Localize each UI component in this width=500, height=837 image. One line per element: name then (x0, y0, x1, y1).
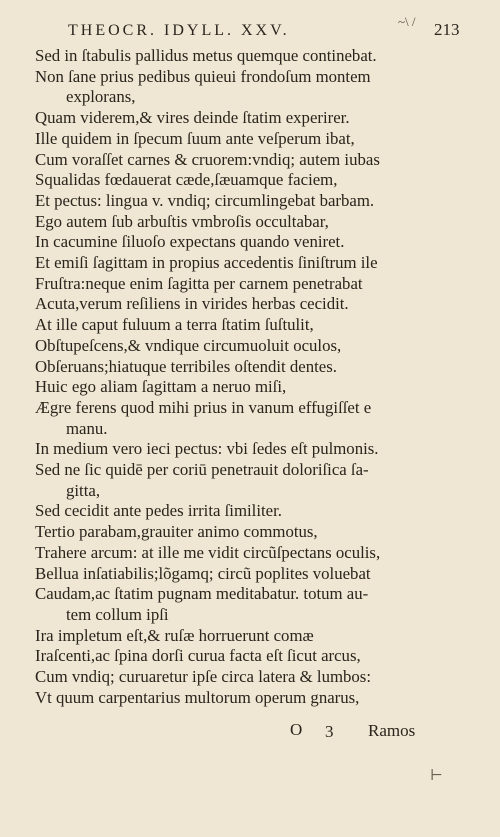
text-line: Et emiſi ſagittam in propius accedentis ſiniſtrum ile (35, 253, 378, 272)
text-line: In medium vero ieci pectus: vbi ſedes eſt pulmonis. (35, 439, 379, 459)
text-line: Obſeruans;hiatuque terribiles oſtendit dentes. (35, 356, 337, 376)
corner-ink-mark: ⊢ (430, 768, 443, 784)
text-line: Acuta,verum reſiliens in virides herbas cecidit. (35, 294, 349, 314)
text-line: Vt quum carpentarius multorum operum gnarus, (35, 687, 360, 707)
text-line: Sed cecidit ante pedes irrita ſimiliter. (35, 501, 282, 521)
text-line: Ego autem ſub arbuſtis vmbroſis occultabar, (35, 211, 329, 231)
text-line: Et pectus: lingua v. vndiq; circumlingebat barbam. (35, 190, 375, 210)
text-line: Quam viderem,& vires deinde ſtatim experirer. (35, 108, 350, 128)
text-line: Ille quidem in ſpecum ſuum ante veſperum ibat, (35, 128, 355, 148)
text-line: Ira impletum eſt,& ruſæ horruerunt comæ (35, 625, 314, 645)
handwritten-margin-note: ~\ / (398, 14, 416, 29)
text-line: Iraſcenti,ac ſpina dorſi curua facta eſt ſicut arcus, (35, 646, 361, 666)
text-line: explorans, (66, 87, 136, 107)
text-line: Bellua inſatiabilis;lõgamq; circũ poplites voluebat (35, 563, 371, 583)
signature-mark: O (290, 720, 303, 739)
text-line: manu. (66, 418, 108, 438)
text-line: Obſtupeſcens,& vndique circumuoluit oculos, (35, 335, 342, 355)
text-line: Huic ego aliam ſagittam a neruo miſi, (35, 377, 287, 397)
text-line: Caudam,ac ſtatim pugnam meditabatur. totum au- (35, 584, 369, 604)
text-line: tem collum ipſi (66, 604, 169, 624)
text-line: Squalidas fœdauerat cæde,ſæuamque faciem, (35, 170, 338, 190)
text-line: Cum vndiq; curuaretur ipſe circa latera & lumbos: (35, 667, 371, 686)
text-line: Sed in ſtabulis pallidus metus quemque continebat. (35, 46, 377, 65)
text-line: Non ſane prius pedibus quieui frondoſum montem (35, 66, 371, 86)
catchword: Ramos (368, 721, 416, 740)
text-line: At ille caput fuluum a terra ſtatim ſuſtulit, (35, 315, 314, 335)
text-line: gitta, (66, 480, 101, 500)
page-footer (0, 715, 500, 741)
text-line: Cum voraſſet carnes & cruorem:vndiq; autem iubas (35, 149, 380, 169)
signature-number: 3 (325, 722, 334, 741)
text-line: Sed ne ſic quidē per coriū penetrauit doloriſica ſa- (35, 460, 369, 479)
text-line: Fruſtra:neque enim ſagitta per carnem penetrabat (35, 273, 363, 293)
text-line: In cacumine ſiluoſo expectans quando veniret. (35, 232, 345, 252)
text-line: Trahere arcum: at ille me vidit circũſpectans oculis, (35, 542, 381, 562)
page-number: 213 (434, 20, 460, 39)
text-line: Ægre ferens quod mihi prius in vanum effugiſſet e (35, 397, 372, 417)
running-head: THEOCR. IDYLL. XXV. (68, 22, 290, 39)
text-line: Tertio parabam,grauiter animo commotus, (35, 522, 318, 542)
page-header (0, 14, 500, 44)
